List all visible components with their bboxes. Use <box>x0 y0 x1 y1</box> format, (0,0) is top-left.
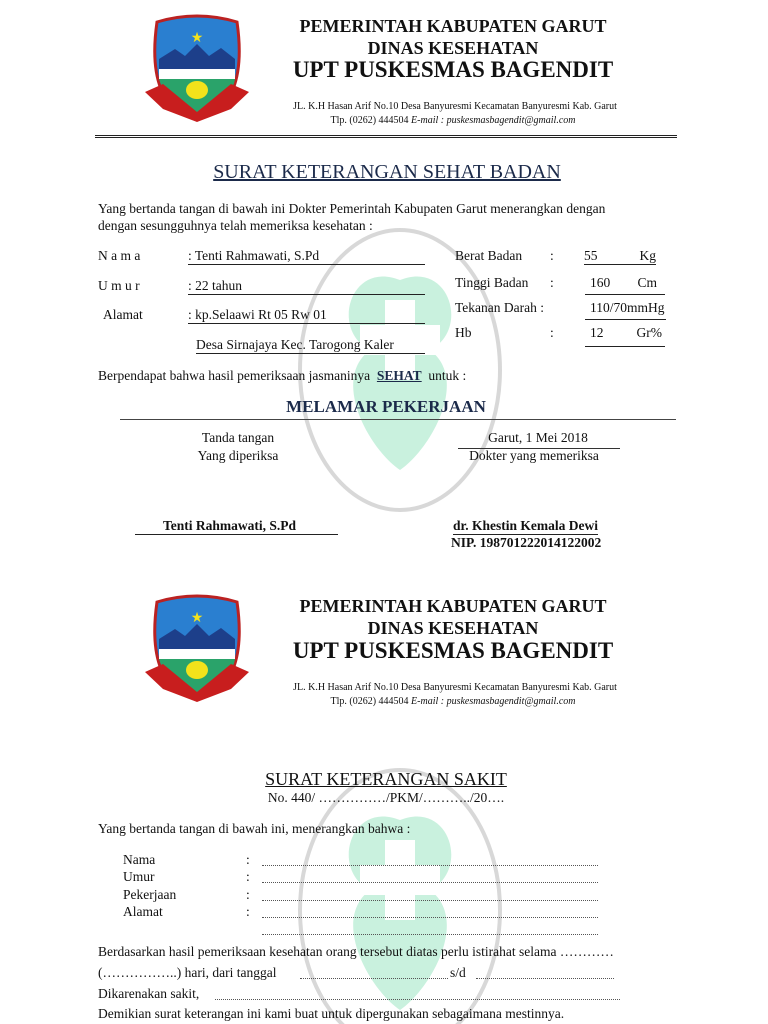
header2-gov: PEMERINTAH KABUPATEN GARUT <box>299 596 607 616</box>
sakit-blank-nama <box>262 865 598 866</box>
svg-text:★: ★ <box>190 31 204 46</box>
sakit-label-alamat: Alamat <box>123 904 163 919</box>
sign-right-2: Dokter yang memeriksa <box>469 448 599 463</box>
header-org: UPT PUSKESMAS BAGENDIT <box>292 57 614 82</box>
sign-date: Garut, 1 Mei 2018 <box>488 430 588 445</box>
sakit-colon: : <box>246 869 250 884</box>
sakit-colon: : <box>246 852 250 867</box>
sakit-intro: Yang bertanda tangan di bawah ini, menerangkan bahwa : <box>98 821 411 836</box>
sakit-label-umur: Umur <box>123 869 155 884</box>
vital-label-height: Tinggi Badan <box>455 275 529 290</box>
vital-label-weight: Berat Badan <box>455 248 523 263</box>
header-contact: Tlp. (0262) 444504 E-mail : puskesmasbagendit@gmail.com <box>330 115 576 126</box>
header-gov: PEMERINTAH KABUPATEN GARUT <box>299 16 607 36</box>
sehat-title: SURAT KETERANGAN SEHAT BADAN <box>213 161 561 183</box>
sakit-blank-alamat <box>262 917 598 918</box>
field-label-umur: U m u r <box>98 278 140 293</box>
sign-left-2: Yang diperiksa <box>197 448 279 463</box>
header2-address: JL. K.H Hasan Arif No.10 Desa Banyuresmi Kecamatan Banyuresmi Kab. Garut <box>293 682 617 693</box>
purpose-divider <box>120 419 676 420</box>
sakit-blank-to <box>476 978 614 979</box>
vital-label-hb: Hb <box>455 325 472 340</box>
field-value-umur: : 22 tahun <box>188 278 425 295</box>
field-value-alamat: : kp.Selaawi Rt 05 Rw 01 <box>188 307 425 324</box>
sakit-label-nama: Nama <box>123 852 156 867</box>
sakit-line-2: (……………..) hari, dari tanggal <box>98 965 277 980</box>
doctor-nip: NIP. 198701222014122002 <box>451 535 602 550</box>
header-address: JL. K.H Hasan Arif No.10 Desa Banyuresmi Kecamatan Banyuresmi Kab. Garut <box>293 101 617 112</box>
sakit-number: No. 440/ ……………/PKM/………../20…. <box>267 790 505 805</box>
sakit-colon: : <box>246 887 250 902</box>
sakit-blank-umur <box>262 882 598 883</box>
vital-label-bp: Tekanan Darah : <box>455 300 545 315</box>
sign-left-1: Tanda tangan <box>201 430 275 445</box>
sehat-intro-1: Yang bertanda tangan di bawah ini Dokter Pemerintah Kabupaten Garut menerangkan dengan <box>98 201 606 216</box>
sakit-blank-reason <box>215 999 620 1000</box>
sakit-title: SURAT KETERANGAN SAKIT <box>265 769 507 789</box>
vital-colon: : <box>550 275 554 290</box>
vital-value-height: 160 Cm <box>585 275 665 295</box>
field-label-alamat: Alamat <box>103 307 143 322</box>
header-dept: DINAS KESEHATAN <box>367 38 539 58</box>
sakit-colon: : <box>246 904 250 919</box>
opinion-line: Berpendapat bahwa hasil pemeriksaan jasmaninya SEHAT untuk : <box>98 368 467 383</box>
vital-value-hb: 12 Gr% <box>585 325 665 347</box>
vital-value-weight: 55 Kg <box>584 248 656 263</box>
sakit-line-3: Dikarenakan sakit, <box>98 986 200 1001</box>
sakit-blank-from <box>300 978 448 979</box>
header2-dept: DINAS KESEHATAN <box>367 618 539 638</box>
field-value-nama: : Tenti Rahmawati, S.Pd <box>188 248 425 265</box>
header2-contact: Tlp. (0262) 444504 E-mail : puskesmasbagendit@gmail.com <box>330 696 576 707</box>
purpose: MELAMAR PEKERJAAN <box>286 397 486 416</box>
sakit-sd: s/d <box>450 965 466 980</box>
sakit-line-4: Demikian surat keterangan ini kami buat untuk dipergunakan sebagaimana mestinnya. <box>98 1006 565 1021</box>
header-divider <box>95 135 677 138</box>
doctor-name: dr. Khestin Kemala Dewi <box>453 518 598 533</box>
header2-org: UPT PUSKESMAS BAGENDIT <box>292 638 614 663</box>
sakit-blank-pekerjaan <box>262 900 598 901</box>
vital-value-bp: 110/70mmHg <box>585 300 666 320</box>
garut-logo-2 <box>145 594 250 702</box>
vital-colon: : <box>550 248 554 263</box>
sehat-intro-2: dengan sesungguhnya telah memeriksa kesehatan : <box>98 218 373 233</box>
sakit-label-pekerjaan: Pekerjaan <box>123 887 177 902</box>
vital-colon: : <box>550 325 554 340</box>
svg-text:★: ★ <box>190 611 204 626</box>
field-value-alamat-2: Desa Sirnajaya Kec. Tarogong Kaler <box>196 337 425 354</box>
patient-signature-name: Tenti Rahmawati, S.Pd <box>135 518 338 535</box>
garut-logo <box>145 14 250 122</box>
sakit-blank-alamat-2 <box>262 934 598 935</box>
sakit-line-1: Berdasarkan hasil pemeriksaan kesehatan orang tersebut diatas perlu istirahat selama ………… <box>98 944 614 959</box>
field-label-nama: N a m a <box>98 248 141 263</box>
